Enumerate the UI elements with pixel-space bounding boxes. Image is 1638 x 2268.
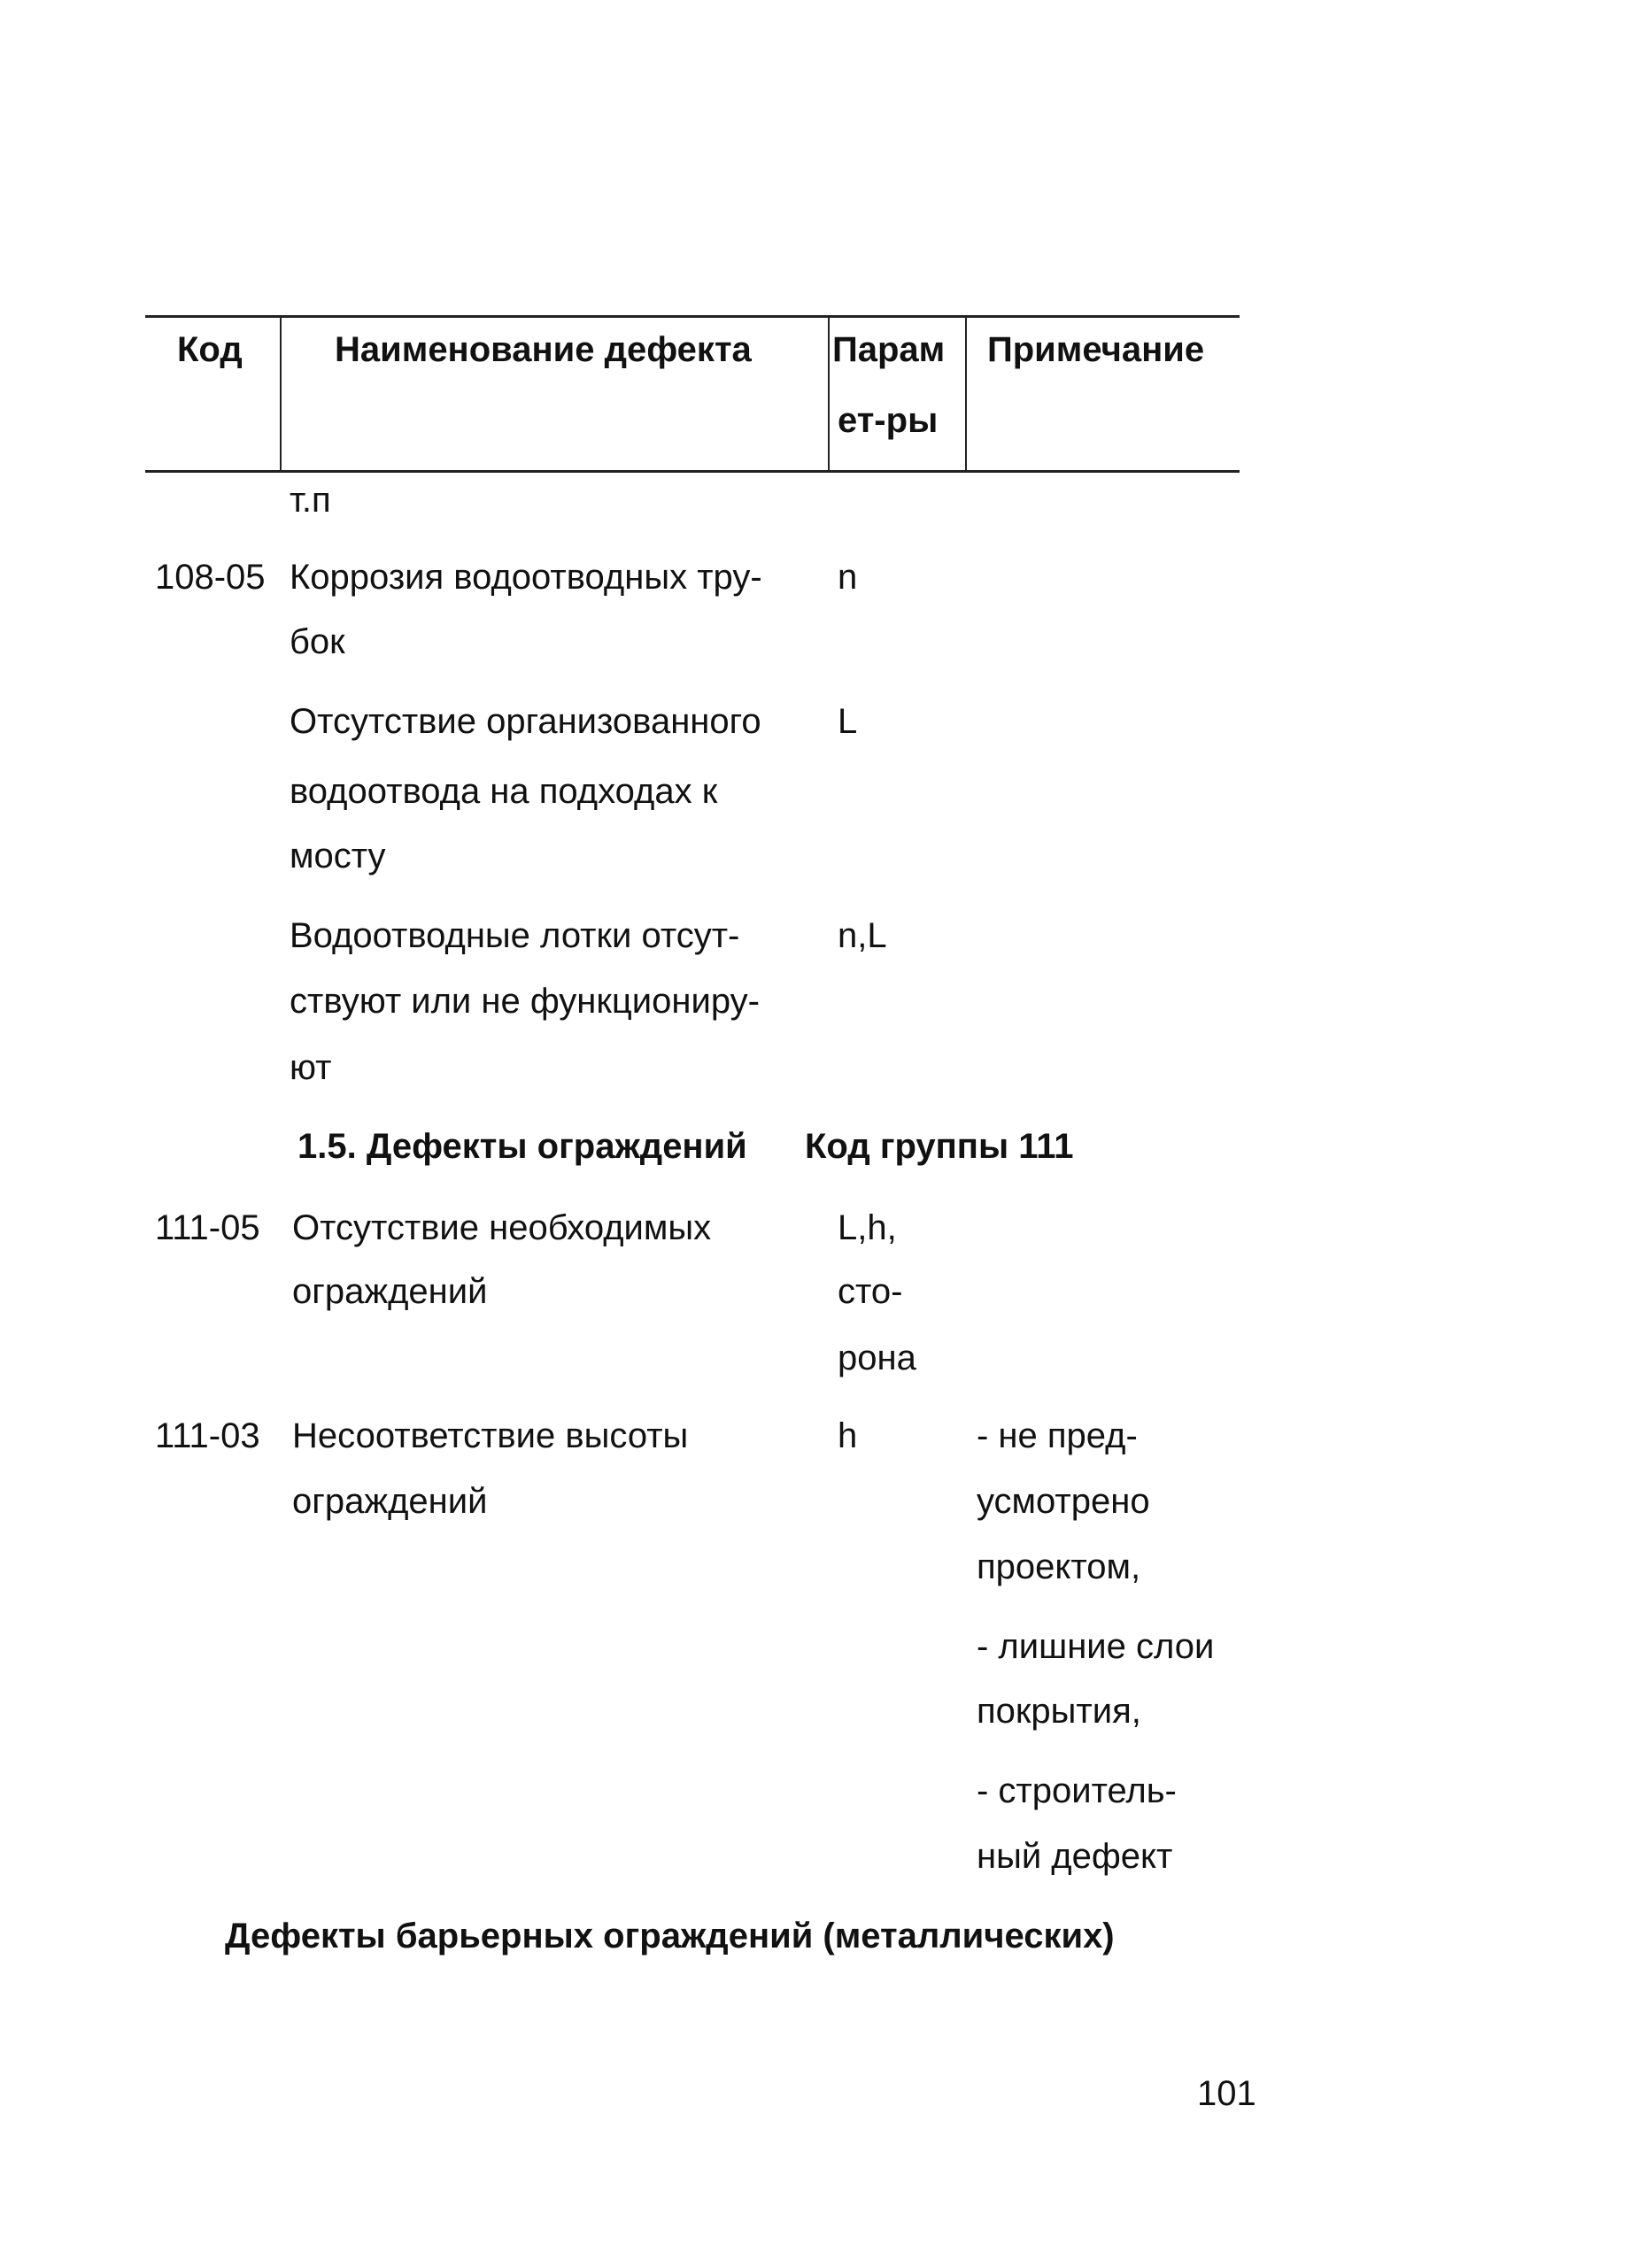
params: n,L — [838, 916, 887, 955]
header-top-rule — [145, 315, 1240, 318]
params: сто- — [838, 1272, 903, 1311]
params: n — [838, 558, 858, 597]
desc-line: ограждений — [292, 1272, 488, 1311]
note-line: покрытия, — [977, 1692, 1141, 1731]
section-group-code: Код группы 111 — [805, 1127, 1074, 1166]
page-number: 101 — [1197, 2074, 1256, 2113]
header-code: Код — [177, 330, 243, 369]
column-divider — [280, 316, 282, 473]
desc-line: Несоответствие высоты — [292, 1416, 689, 1455]
subsection-title: Дефекты барьерных ограждений (металлических) — [225, 1917, 1115, 1956]
desc-line: Коррозия водоотводных тру- — [290, 558, 762, 597]
desc-line: Водоотводные лотки отсут- — [290, 916, 740, 955]
note-line: усмотрено — [977, 1482, 1150, 1521]
note-line: - не пред- — [977, 1416, 1138, 1455]
header-params: Парам — [832, 330, 946, 369]
section-title: 1.5. Дефекты ограждений — [297, 1127, 747, 1166]
note-line: - лишние слои — [977, 1627, 1215, 1666]
column-divider — [965, 316, 967, 473]
note-line: - строитель- — [977, 1771, 1177, 1810]
header-note: Примечание — [987, 330, 1205, 369]
params: h — [838, 1416, 858, 1455]
desc-line: Отсутствие организованного — [290, 702, 761, 741]
defect-code: 111-05 — [155, 1208, 260, 1247]
defect-code: 111-03 — [155, 1416, 260, 1455]
header-params-cont: ет-ры — [838, 401, 939, 440]
desc-line: водоотвода на подходах к — [290, 772, 718, 811]
note-line: проектом, — [977, 1547, 1141, 1586]
params: L — [838, 702, 858, 741]
header-bottom-rule — [145, 470, 1240, 473]
header-name: Наименование дефекта — [335, 330, 752, 369]
desc-line: ют — [290, 1048, 332, 1087]
desc-line: ствуют или не функциониру- — [290, 982, 760, 1021]
note-line: ный дефект — [977, 1837, 1173, 1876]
desc-line: т.п — [290, 481, 331, 520]
defect-code: 108-05 — [155, 558, 266, 597]
params: L,h, — [838, 1208, 897, 1247]
desc-line: Отсутствие необходимых — [292, 1208, 712, 1247]
desc-line: бок — [290, 622, 345, 661]
column-divider — [828, 316, 830, 473]
desc-line: ограждений — [292, 1482, 488, 1521]
params: рона — [838, 1338, 916, 1377]
desc-line: мосту — [290, 837, 386, 876]
